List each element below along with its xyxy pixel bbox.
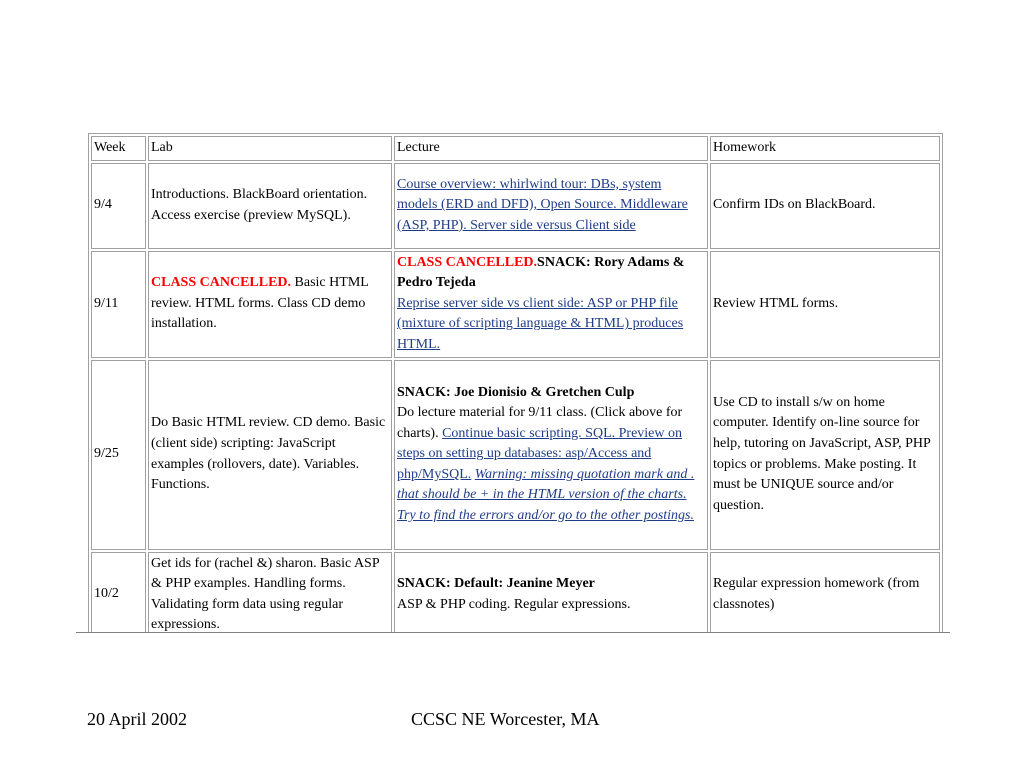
lecture-cell [394, 552, 708, 633]
lab-text: Basic HTML review. HTML forms. Class CD demo installation. [151, 275, 369, 332]
homework-cell: Regular expression homework (from classnotes) [710, 552, 940, 633]
lecture-cell [394, 163, 708, 249]
table-row [91, 251, 940, 358]
warning-link[interactable]: Warning: missing quotation mark and . that should be + in the HTML version of the charts. Try to find the errors and/or go to the other postings. [397, 466, 695, 524]
lecture-text: Do lecture material for 9/11 class. (Click above for charts). [397, 405, 683, 441]
lab-cell: Introductions. BlackBoard orientation. Access exercise (preview MySQL). [148, 163, 392, 249]
lecture-cell [394, 360, 708, 550]
header-week: Week [91, 136, 146, 161]
lecture-link[interactable]: Reprise server side vs client side: ASP or PHP file (mixture of scripting language & HTML) produces HTML. [397, 295, 684, 352]
class-cancelled-label: CLASS CANCELLED. [151, 275, 292, 291]
week-cell: 10/2 [91, 552, 146, 633]
lecture-cell [394, 251, 708, 358]
table-row [91, 360, 940, 550]
course-schedule-table [88, 133, 943, 633]
snack-label: SNACK: Rory Adams & Pedro Tejeda [397, 254, 685, 291]
header-lab: Lab [148, 136, 392, 161]
table-header-row [91, 136, 940, 161]
header-homework: Homework [710, 136, 940, 161]
footer-conference: CCSC NE Worcester, MA [411, 709, 600, 729]
lab-cell: Do Basic HTML review. CD demo. Basic (client side) scripting: JavaScript examples (rollovers, date). Variables. Functions. [148, 360, 392, 550]
homework-cell: Review HTML forms. [710, 251, 940, 358]
table-row [91, 552, 940, 633]
schedule-screenshot [76, 133, 950, 633]
week-cell: 9/11 [91, 251, 146, 358]
lecture-text: ASP & PHP coding. Regular expressions. [397, 596, 631, 612]
footer-date: 20 April 2002 [87, 709, 188, 729]
homework-cell: Use CD to install s/w on home computer. Identify on-line source for help, tutoring on JavaScript, ASP, PHP topics or problems. Make posting. It must be UNIQUE source and/or question. [710, 360, 940, 550]
lecture-link[interactable]: Continue basic scripting. SQL. Preview on steps on setting up databases: asp/Access and php/MySQL. [397, 425, 683, 482]
lecture-link[interactable]: Course overview: whirlwind tour: DBs, system models (ERD and DFD), Open Source. Middleware (ASP, PHP). Server side versus Client side [397, 176, 688, 233]
snack-label: SNACK: Joe Dionisio & Gretchen Culp [397, 384, 635, 400]
header-lecture: Lecture [394, 136, 708, 161]
homework-cell: Confirm IDs on BlackBoard. [710, 163, 940, 249]
screenshot-bottom-border [76, 632, 950, 633]
class-cancelled-label: CLASS CANCELLED. [397, 254, 538, 270]
snack-label: SNACK: Default: Jeanine Meyer [397, 576, 595, 592]
week-cell: 9/25 [91, 360, 146, 550]
lab-cell: Get ids for (rachel &) sharon. Basic ASP & PHP examples. Handling forms. Validating form data using regular expressions. [148, 552, 392, 633]
week-cell: 9/4 [91, 163, 146, 249]
table-row [91, 163, 940, 249]
lab-cell [148, 251, 392, 358]
